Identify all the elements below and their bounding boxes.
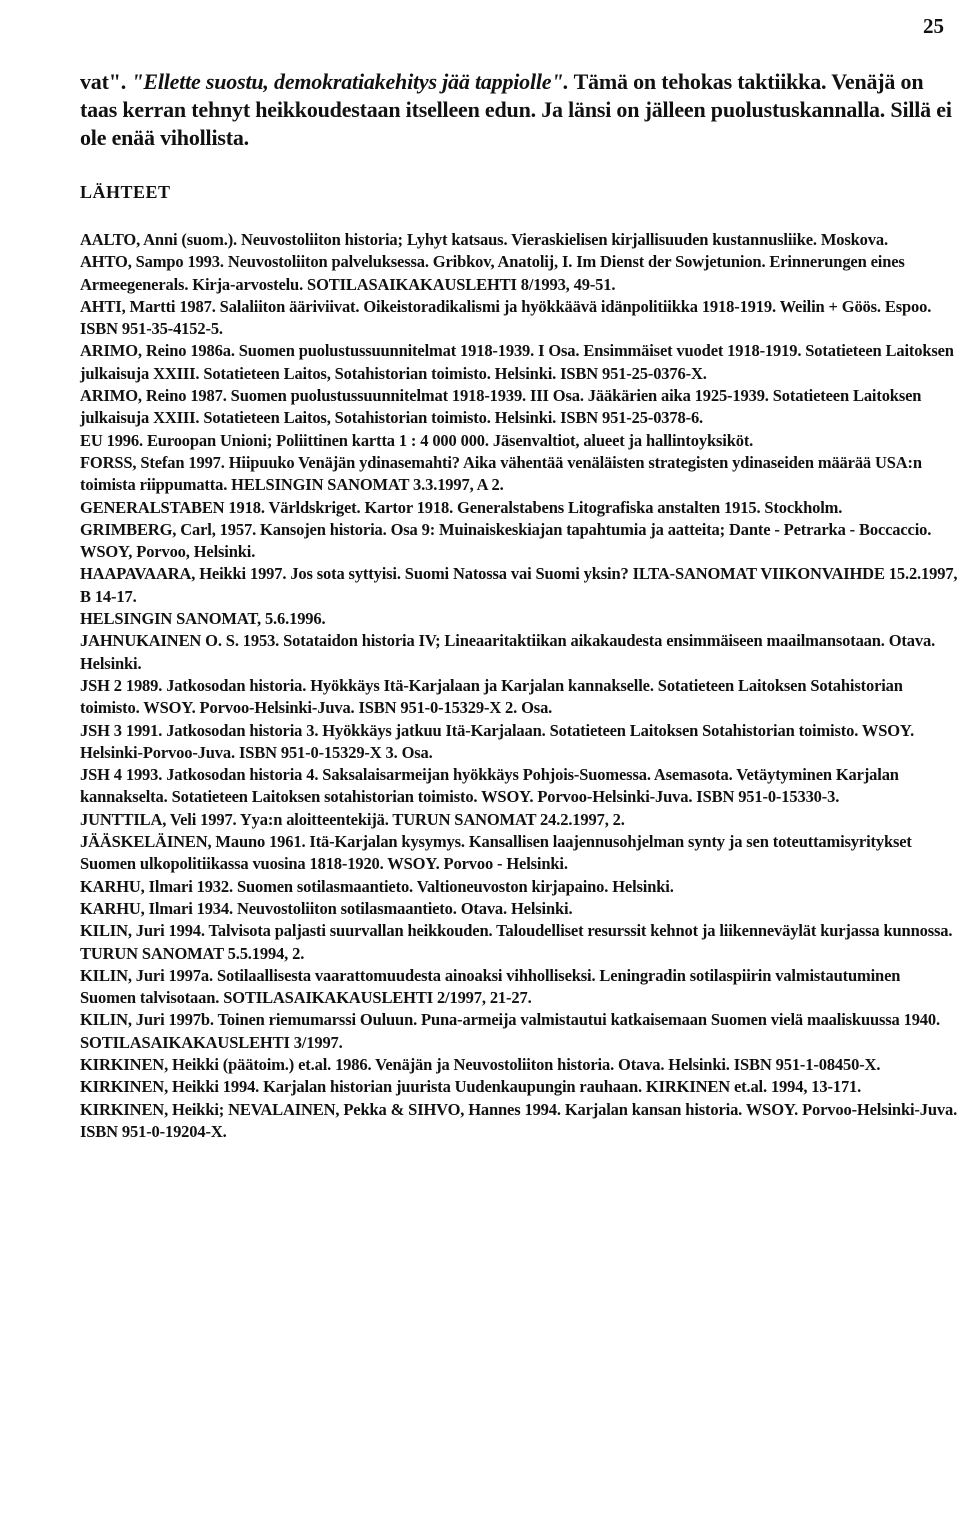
reference-item: AALTO, Anni (suom.). Neuvostoliiton historia; Lyhyt katsaus. Vieraskielisen kirjallisuuden kustannusliike. Moskova. bbox=[80, 230, 888, 249]
reference-item: HELSINGIN SANOMAT, 5.6.1996. bbox=[80, 609, 326, 629]
intro-paragraph bbox=[80, 68, 958, 152]
reference-item: KARHU, Ilmari 1934. Neuvostoliiton sotilasmaantieto. Otava. Helsinki. bbox=[80, 898, 573, 918]
reference-item: JSH 2 1989. Jatkosodan historia. Hyökkäys Itä-Karjalaan ja Karjalan kannakselle. Sotatieteen Laitoksen Sotahistorian toimisto. WSOY. Porvoo-Helsinki-Juva. ISBN 951-0-15329-X 2. Osa. bbox=[80, 675, 903, 718]
reference-list bbox=[80, 229, 958, 1143]
intro-text: Tämä on tehokas taktiikka. Venäjä on taas kerran tehnyt heikkoudestaan itselleen edun. Ja länsi on jälleen puolustuskannalla. Sillä ei ole enää vihollista. bbox=[80, 69, 952, 150]
intro-quote: "Ellette suostu, demokratiakehitys jää tappiolle". bbox=[131, 69, 569, 94]
reference-item: FORSS, Stefan 1997. Hiipuuko Venäjän ydinasemahti? Aika vähentää venäläisten strategisten ydinaseiden määrää USA:n toimista riippumatta. HELSINGIN SANOMAT 3.3.1997, A 2. bbox=[80, 452, 922, 495]
reference-item: KILIN, Juri 1997b. Toinen riemumarssi Ouluun. Puna-armeija valmistautui katkaisemaan Suomen vielä maaliskuussa 1940. SOTILASAIKAKAUSLEHTI 3/1997. bbox=[80, 1010, 940, 1052]
reference-item: AHTI, Martti 1987. Salaliiton ääriviivat. Oikeistoradikalismi ja hyökkäävä idänpolitiikka 1918-1919. Weilin + Göös. Espoo. ISBN 951-35-4152-5. bbox=[80, 296, 932, 339]
reference-item: JAHNUKAINEN O. S. 1953. Sotataidon historia IV; Lineaaritaktiikan aikakaudesta ensimmäiseen maailmansotaan. Otava. Helsinki. bbox=[80, 631, 936, 673]
reference-item: KILIN, Juri 1997a. Sotilaallisesta vaarattomuudesta ainoaksi vihholliseksi. Leningradin sotilaspiirin valmistautuminen Suomen talvisotaan. SOTILASAIKAKAUSLEHTI 2/1997, 21-27. bbox=[80, 965, 901, 1008]
reference-item: JUNTTILA, Veli 1997. Yya:n aloitteentekijä. TURUN SANOMAT 24.2.1997, 2. bbox=[80, 809, 625, 829]
intro-lead: vat". bbox=[80, 69, 132, 94]
page-number: 25 bbox=[923, 14, 944, 38]
reference-item: JSH 4 1993. Jatkosodan historia 4. Saksalaisarmeijan hyökkäys Pohjois-Suomessa. Asemasota. Vetäytyminen Karjalan kannakselta. Sotatieteen Laitoksen sotahistorian toimisto. WSOY. Porvoo-Helsinki-Juva. ISBN 951-0-15330-3. bbox=[80, 765, 899, 807]
reference-item: JÄÄSKELÄINEN, Mauno 1961. Itä-Karjalan kysymys. Kansallisen laajennusohjelman synty ja sen toteuttamisyritykset Suomen ulkopolitiikassa vuosina 1818-1920. WSOY. Porvoo - Helsinki. bbox=[80, 832, 912, 874]
reference-item: ARIMO, Reino 1986a. Suomen puolustussuunnitelmat 1918-1939. I Osa. Ensimmäiset vuodet 1918-1919. Sotatieteen Laitoksen julkaisuja XXIII. Sotatieteen Laitos, Sotahistorian toimisto. Helsinki. ISBN 951-25-0376-X. bbox=[80, 341, 954, 383]
reference-item: ARIMO, Reino 1987. Suomen puolustussuunnitelmat 1918-1939. III Osa. Jääkärien aika 1925-1939. Sotatieteen Laitoksen julkaisuja XXIII. Sotatieteen Laitos, Sotahistorian toimisto. Helsinki. ISBN 951-25-0378-6. bbox=[80, 386, 922, 428]
reference-item: KILIN, Juri 1994. Talvisota paljasti suurvallan heikkouden. Taloudelliset resurssit kehnot ja liikenneväylät kurjassa kunnossa. TURUN SANOMAT 5.5.1994, 2. bbox=[80, 921, 953, 963]
reference-item: KIRKINEN, Heikki; NEVALAINEN, Pekka & SIHVO, Hannes 1994. Karjalan kansan historia. WSOY. Porvoo-Helsinki-Juva. ISBN 951-0-19204-X. bbox=[80, 1099, 958, 1141]
reference-item: JSH 3 1991. Jatkosodan historia 3. Hyökkäys jatkuu Itä-Karjalaan. Sotatieteen Laitoksen Sotahistorian toimisto. WSOY. Helsinki-Porvoo-Juva. ISBN 951-0-15329-X 3. Osa. bbox=[80, 720, 915, 762]
page-content bbox=[80, 68, 958, 1143]
reference-item: GENERALSTABEN 1918. Världskriget. Kartor 1918. Generalstabens Litografiska anstalten 1915. Stockholm. bbox=[80, 497, 843, 517]
reference-item: KIRKINEN, Heikki (päätoim.) et.al. 1986. Venäjän ja Neuvostoliiton historia. Otava. Helsinki. ISBN 951-1-08450-X. bbox=[80, 1054, 881, 1074]
reference-item: GRIMBERG, Carl, 1957. Kansojen historia. Osa 9: Muinaiskeskiajan tapahtumia ja aatteita; Dante - Petrarka - Boccaccio. WSOY, Porvoo, Helsinki. bbox=[80, 519, 932, 562]
reference-item: KARHU, Ilmari 1932. Suomen sotilasmaantieto. Valtioneuvoston kirjapaino. Helsinki. bbox=[80, 876, 674, 896]
section-heading: LÄHTEET bbox=[80, 182, 171, 202]
reference-item: AHTO, Sampo 1993. Neuvostoliiton palveluksessa. Gribkov, Anatolij, I. Im Dienst der Sowjetunion. Erinnerungen eines Armeegenerals. Kirja-arvostelu. SOTILASAIKAKAUSLEHTI 8/1993, 49-51. bbox=[80, 252, 905, 294]
reference-item: EU 1996. Euroopan Unioni; Poliittinen kartta 1 : 4 000 000. Jäsenvaltiot, alueet ja hallintoyksiköt. bbox=[80, 430, 754, 450]
reference-item: KIRKINEN, Heikki 1994. Karjalan historian juurista Uudenkaupungin rauhaan. KIRKINEN et.al. 1994, 13-171. bbox=[80, 1077, 862, 1097]
reference-item: HAAPAVAARA, Heikki 1997. Jos sota syttyisi. Suomi Natossa vai Suomi yksin? ILTA-SANOMAT VIIKONVAIHDE 15.2.1997, B 14-17. bbox=[80, 564, 958, 606]
